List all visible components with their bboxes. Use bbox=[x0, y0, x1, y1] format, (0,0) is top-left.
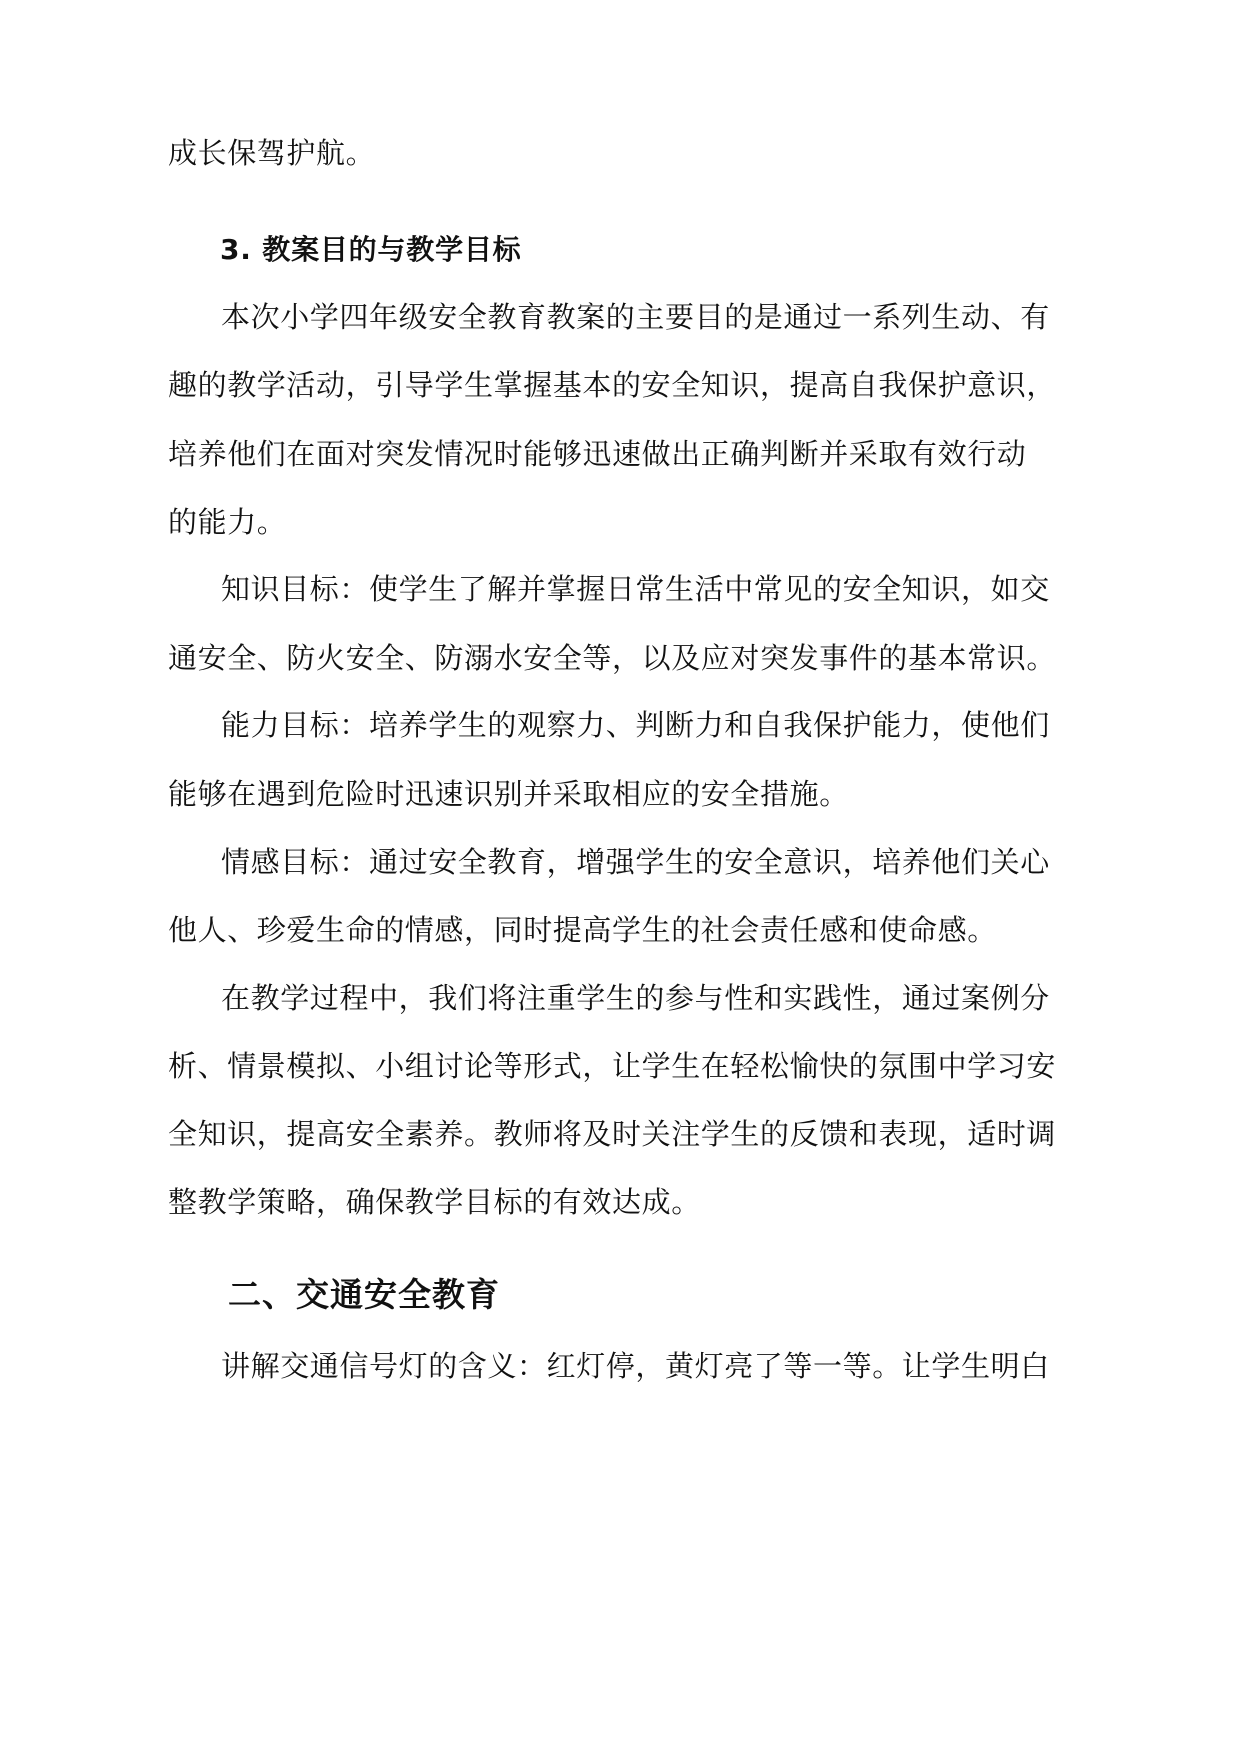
section-heading-2: 二、交通安全教育 bbox=[228, 1275, 500, 1314]
paragraph-line: 情感目标：通过安全教育，增强学生的安全意识，培养他们关心 bbox=[221, 845, 1050, 879]
paragraph-line: 讲解交通信号灯的含义：红灯停，黄灯亮了等一等。让学生明白 bbox=[221, 1349, 1050, 1383]
paragraph-line: 本次小学四年级安全教育教案的主要目的是通过一系列生动、有 bbox=[221, 300, 1050, 334]
paragraph-line: 通安全、防火安全、防溺水安全等，以及应对突发事件的基本常识。 bbox=[168, 641, 1057, 675]
paragraph-line: 全知识，提高安全素养。教师将及时关注学生的反馈和表现，适时调 bbox=[168, 1117, 1057, 1151]
paragraph-line: 他人、珍爱生命的情感，同时提高学生的社会责任感和使命感。 bbox=[168, 913, 997, 947]
paragraph-line: 在教学过程中，我们将注重学生的参与性和实践性，通过案例分 bbox=[221, 981, 1050, 1015]
paragraph-line: 能力目标：培养学生的观察力、判断力和自我保护能力，使他们 bbox=[221, 708, 1050, 742]
paragraph-line: 知识目标：使学生了解并掌握日常生活中常见的安全知识，如交 bbox=[221, 572, 1050, 606]
paragraph-line: 整教学策略，确保教学目标的有效达成。 bbox=[168, 1185, 701, 1219]
paragraph-line: 的能力。 bbox=[168, 505, 287, 539]
paragraph-line: 培养他们在面对突发情况时能够迅速做出正确判断并采取有效行动 bbox=[168, 437, 1027, 471]
paragraph-line: 能够在遇到危险时迅速识别并采取相应的安全措施。 bbox=[168, 777, 849, 811]
paragraph-line: 析、情景模拟、小组讨论等形式，让学生在轻松愉快的氛围中学习安 bbox=[168, 1049, 1057, 1083]
section-heading-3: 3. 教案目的与教学目标 bbox=[220, 233, 522, 266]
paragraph-line: 成长保驾护航。 bbox=[168, 136, 376, 170]
paragraph-line: 趣的教学活动，引导学生掌握基本的安全知识，提高自我保护意识， bbox=[168, 368, 1057, 402]
